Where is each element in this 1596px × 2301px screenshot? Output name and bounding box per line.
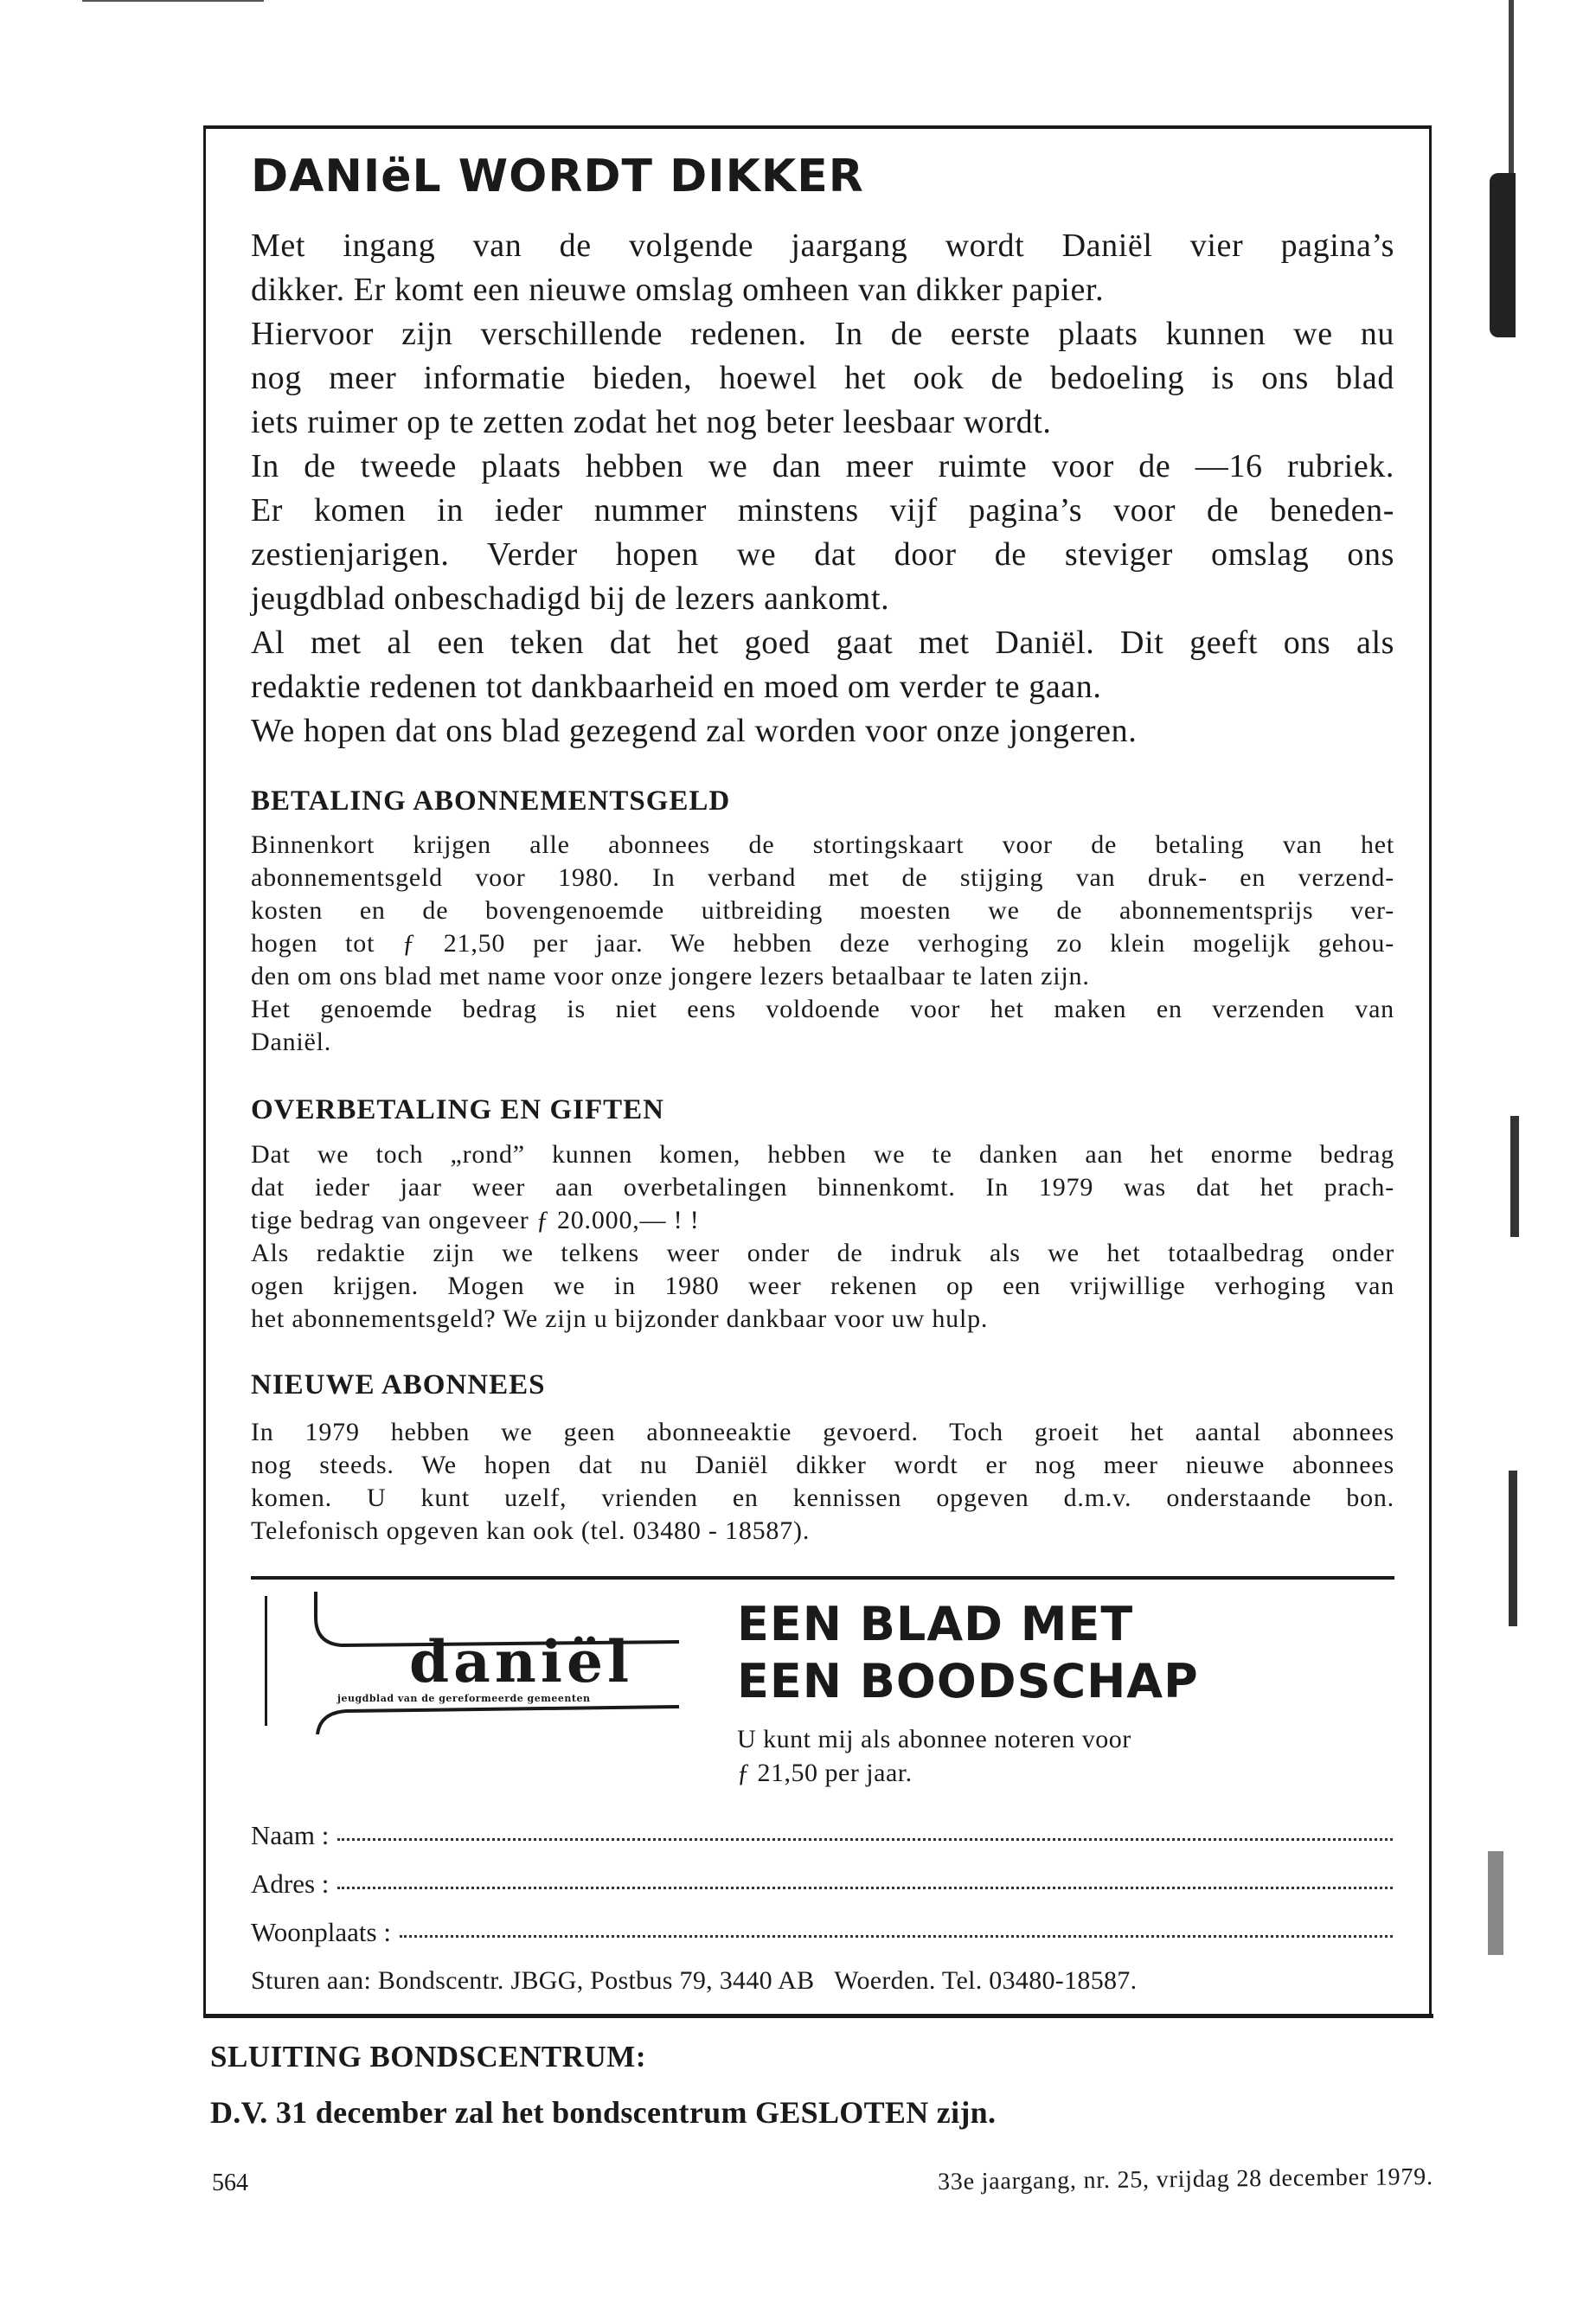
section-heading-betaling: BETALING ABONNEMENTSGELD bbox=[251, 785, 731, 817]
slogan-line-1: EEN BLAD MET bbox=[737, 1597, 1134, 1651]
text-line: hogen tot ƒ 21,50 per jaar. We hebben deze verhoging zo klein mogelijk gehou- bbox=[251, 929, 1394, 958]
text-line: Binnenkort krijgen alle abonnees de stortingskaart voor de betaling van het bbox=[251, 830, 1394, 859]
text-line: Hiervoor zijn verschillende redenen. In de eerste plaats kunnen we nu bbox=[251, 316, 1394, 352]
text-line: In 1979 hebben we geen abonneeaktie gevoerd. Toch groeit het aantal abonnees bbox=[251, 1418, 1394, 1446]
text-line: nog meer informatie bieden, hoewel het ook de bedoeling is ons blad bbox=[251, 360, 1394, 396]
section-body-overbetaling bbox=[251, 1138, 1394, 1336]
issue-info: 33e jaargang, nr. 25, vrijdag 28 december 1979. bbox=[938, 2163, 1434, 2195]
text-line: tige bedrag van ongeveer ƒ 20.000,— ! ! bbox=[251, 1206, 700, 1234]
text-line: jeugdblad onbeschadigd bij de lezers aankomt. bbox=[251, 580, 890, 617]
article-body bbox=[251, 224, 1394, 753]
name-dotted-line[interactable] bbox=[337, 1838, 1393, 1841]
text-line: Er komen in ieder nummer minstens vijf pagina’s voor de beneden- bbox=[251, 492, 1394, 529]
coupon-top-rule bbox=[251, 1576, 1394, 1580]
text-line: komen. U kunt uzelf, vrienden en kennissen opgeven d.m.v. onderstaande bon. bbox=[251, 1484, 1394, 1512]
text-line: ogen krijgen. Mogen we in 1980 weer rekenen op een vrijwillige verhoging van bbox=[251, 1272, 1394, 1300]
section-body-betaling bbox=[251, 829, 1394, 1059]
coupon-left-rule bbox=[265, 1596, 267, 1726]
scan-shadow bbox=[1488, 1851, 1503, 1955]
closing-heading: SLUITING BONDSCENTRUM: bbox=[210, 2040, 646, 2073]
scan-shadow bbox=[1510, 1116, 1519, 1237]
logo-name: daniël bbox=[409, 1628, 634, 1695]
city-label: Woonplaats : bbox=[251, 1917, 391, 1947]
city-dotted-line[interactable] bbox=[400, 1935, 1393, 1938]
text-line: abonnementsgeld voor 1980. In verband met de stijging van druk- en verzend- bbox=[251, 863, 1394, 892]
article-title: DANIëL WORDT DIKKER bbox=[251, 151, 864, 202]
box-top-rule bbox=[203, 125, 1432, 129]
address-field[interactable] bbox=[251, 1867, 1393, 1901]
box-bottom-rule bbox=[203, 2014, 1433, 2018]
text-line: Telefonisch opgeven kan ook (tel. 03480 - 18587). bbox=[251, 1516, 811, 1545]
text-line: Het genoemde bedrag is niet eens voldoende voor het maken en verzenden van bbox=[251, 995, 1394, 1023]
text-line: iets ruimer op te zetten zodat het nog beter leesbaar wordt. bbox=[251, 404, 1052, 440]
scan-shadow bbox=[1509, 1471, 1517, 1626]
name-label: Naam : bbox=[251, 1820, 330, 1850]
text-line: Al met al een teken dat het goed gaat met Daniël. Dit geeft ons als bbox=[251, 625, 1394, 661]
closing-text: D.V. 31 december zal het bondscentrum GESLOTEN zijn. bbox=[210, 2095, 997, 2130]
text-line: dikker. Er komt een nieuwe omslag omheen van dikker papier. bbox=[251, 272, 1105, 308]
text-line: Daniël. bbox=[251, 1028, 332, 1056]
slogan-line-2: EEN BOODSCHAP bbox=[737, 1654, 1199, 1708]
logo-subtitle: jeugdblad van de gereformeerde gemeenten bbox=[337, 1693, 591, 1704]
text-line: We hopen dat ons blad gezegend zal worden voor onze jongeren. bbox=[251, 713, 1138, 749]
text-line: het abonnementsgeld? We zijn u bijzonder dankbaar voor uw hulp. bbox=[251, 1304, 989, 1333]
offer-line-2: ƒ 21,50 per jaar. bbox=[737, 1759, 913, 1787]
address-dotted-line[interactable] bbox=[337, 1887, 1393, 1889]
text-line: Met ingang van de volgende jaargang wordt Daniël vier pagina’s bbox=[251, 228, 1394, 264]
text-line: zestienjarigen. Verder hopen we dat door de steviger omslag ons bbox=[251, 536, 1394, 573]
scan-shadow bbox=[1509, 0, 1514, 173]
box-right-rule bbox=[1429, 125, 1432, 2016]
section-body-nieuwe bbox=[251, 1416, 1394, 1548]
daniel-logo bbox=[307, 1592, 688, 1734]
offer-line-1: U kunt mij als abonnee noteren voor bbox=[737, 1725, 1131, 1753]
text-line: nog steeds. We hopen dat nu Daniël dikker wordt er nog meer nieuwe abonnees bbox=[251, 1451, 1394, 1479]
text-line: In de tweede plaats hebben we dan meer ruimte voor de —16 rubriek. bbox=[251, 448, 1394, 484]
section-heading-nieuwe: NIEUWE ABONNEES bbox=[251, 1369, 546, 1400]
box-left-rule bbox=[203, 125, 206, 2016]
text-line: Als redaktie zijn we telkens weer onder de indruk als we het totaalbedrag onder bbox=[251, 1239, 1394, 1267]
text-line: dat ieder jaar weer aan overbetalingen binnenkomt. In 1979 was dat het prach- bbox=[251, 1173, 1394, 1202]
text-line: kosten en de bovengenoemde uitbreiding moesten we de abonnementsprijs ver- bbox=[251, 896, 1394, 925]
name-field[interactable] bbox=[251, 1818, 1393, 1853]
scan-edge-line bbox=[82, 0, 264, 2]
address-label: Adres : bbox=[251, 1868, 330, 1899]
text-line: den om ons blad met name voor onze jongere lezers betaalbaar te laten zijn. bbox=[251, 962, 1090, 990]
page-number: 564 bbox=[212, 2170, 248, 2196]
text-line: redaktie redenen tot dankbaarheid en moed om verder te gaan. bbox=[251, 669, 1102, 705]
section-heading-overbetaling: OVERBETALING EN GIFTEN bbox=[251, 1094, 664, 1125]
send-to-address: Sturen aan: Bondscentr. JBGG, Postbus 79, 3440 AB Woerden. Tel. 03480-18587. bbox=[251, 1966, 1138, 1995]
scan-shadow bbox=[1490, 173, 1516, 337]
city-field[interactable] bbox=[251, 1915, 1393, 1950]
text-line: Dat we toch „rond” kunnen komen, hebben we te danken aan het enorme bedrag bbox=[251, 1140, 1394, 1169]
